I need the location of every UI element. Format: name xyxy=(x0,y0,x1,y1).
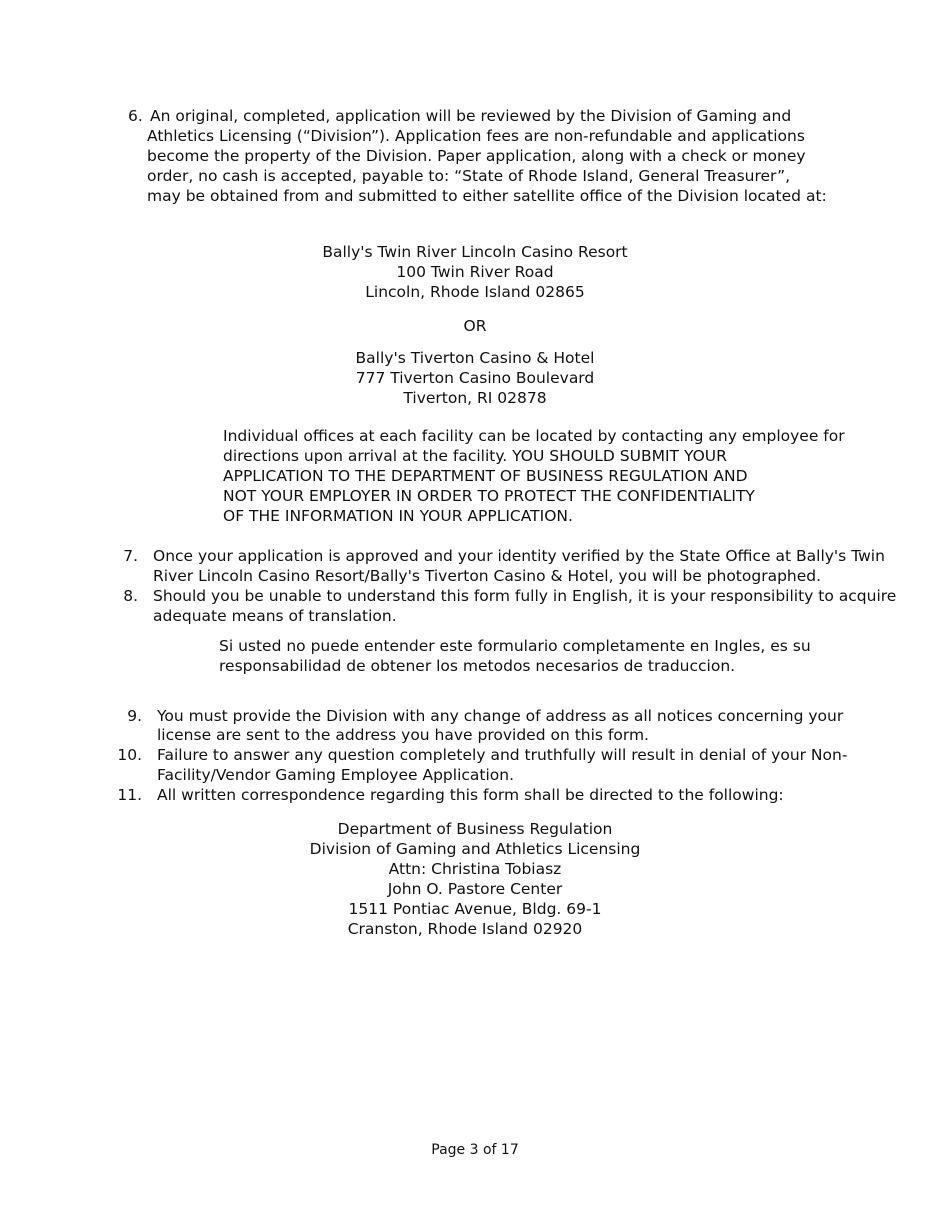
item-10-number: 10. xyxy=(117,746,142,764)
office-1-street: 100 Twin River Road xyxy=(396,263,554,281)
item-6-line: become the property of the Division. Paper application, along with a check or money xyxy=(147,147,806,165)
office-2-street: 777 Tiverton Casino Boulevard xyxy=(355,369,595,387)
contact-city: Cranston, Rhode Island 02920 xyxy=(347,920,583,938)
or-separator: OR xyxy=(463,317,487,335)
item-9-line: license are sent to the address you have provided on this form. xyxy=(157,726,649,744)
contact-building: John O. Pastore Center xyxy=(387,880,563,898)
contact-street: 1511 Pontiac Avenue, Bldg. 69-1 xyxy=(348,900,602,918)
office-2-city: Tiverton, RI 02878 xyxy=(403,389,547,407)
offices-note-line: Individual offices at each facility can be located by contacting any employee for xyxy=(223,427,845,445)
office-1-city: Lincoln, Rhode Island 02865 xyxy=(365,283,585,301)
item-7-line: River Lincoln Casino Resort/Bally's Tiverton Casino & Hotel, you will be photographed. xyxy=(153,567,822,585)
item-9-line: You must provide the Division with any change of address as all notices concerning your xyxy=(157,707,844,725)
item-11-number: 11. xyxy=(117,786,142,804)
item-10-line: Facility/Vendor Gaming Employee Application. xyxy=(157,766,515,784)
offices-note-line: directions upon arrival at the facility. YOU SHOULD SUBMIT YOUR xyxy=(223,447,727,465)
page-number-footer: Page 3 of 17 xyxy=(431,1142,519,1158)
item-6-line: may be obtained from and submitted to either satellite office of the Division located at: xyxy=(147,187,827,205)
offices-note-line: OF THE INFORMATION IN YOUR APPLICATION. xyxy=(223,507,573,525)
item-11-line: All written correspondence regarding this form shall be directed to the following: xyxy=(157,786,784,804)
item-8-line: Should you be unable to understand this form fully in English, it is your responsibility to acquire xyxy=(153,587,897,605)
item-6-line: An original, completed, application will be reviewed by the Division of Gaming and xyxy=(150,107,792,125)
contact-attn: Attn: Christina Tobiasz xyxy=(388,860,562,878)
spanish-note-line: Si usted no puede entender este formulario completamente en Ingles, es su xyxy=(219,637,811,655)
item-6-line: Athletics Licensing (“Division”). Application fees are non-refundable and applications xyxy=(147,127,805,145)
item-8-number: 8. xyxy=(123,587,138,605)
offices-note-line: NOT YOUR EMPLOYER IN ORDER TO PROTECT THE CONFIDENTIALITY xyxy=(223,487,755,505)
item-8-line: adequate means of translation. xyxy=(153,607,397,625)
item-7-line: Once your application is approved and your identity verified by the State Office at Bally's Twin xyxy=(153,547,885,565)
item-10-line: Failure to answer any question completely and truthfully will result in denial of your Non- xyxy=(157,746,848,764)
item-9-number: 9. xyxy=(127,707,142,725)
office-1-name: Bally's Twin River Lincoln Casino Resort xyxy=(322,243,628,261)
item-6-line: order, no cash is accepted, payable to: “State of Rhode Island, General Treasurer”, xyxy=(147,167,791,185)
contact-division: Division of Gaming and Athletics Licensing xyxy=(309,840,641,858)
item-7-number: 7. xyxy=(123,547,138,565)
spanish-note-line: responsabilidad de obtener los metodos necesarios de traduccion. xyxy=(219,657,736,675)
contact-department: Department of Business Regulation xyxy=(337,820,613,838)
item-6-number: 6. xyxy=(128,107,143,125)
offices-note-line: APPLICATION TO THE DEPARTMENT OF BUSINESS REGULATION AND xyxy=(223,467,748,485)
office-2-name: Bally's Tiverton Casino & Hotel xyxy=(355,349,595,367)
